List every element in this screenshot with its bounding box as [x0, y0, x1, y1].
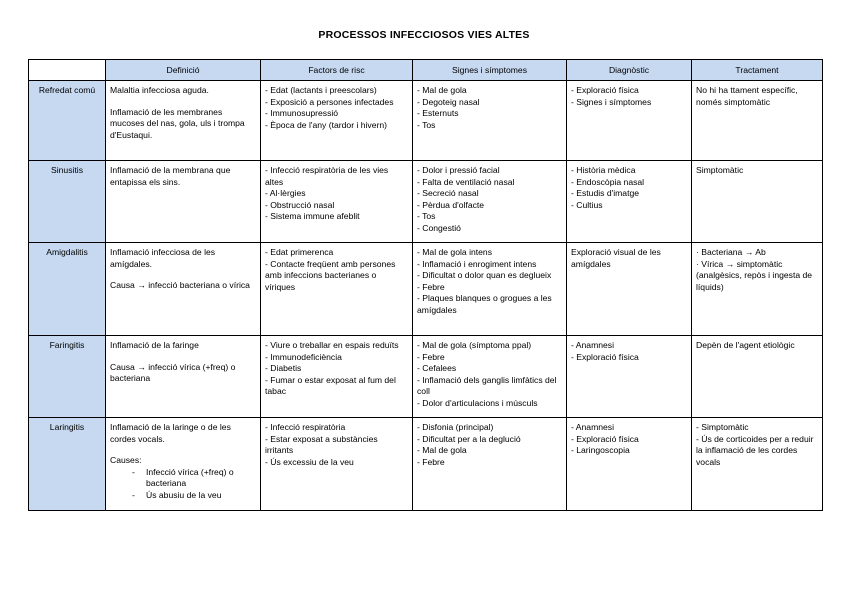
- cell-line: - Contacte freqüent amb persones amb infeccions bacterianes o víriques: [265, 258, 396, 292]
- cell-factors: [261, 336, 413, 418]
- cell-line: - Simptomàtic: [696, 422, 749, 432]
- header-corner: [29, 60, 106, 81]
- cell-line: - Exposició a persones infectades: [265, 96, 394, 107]
- infections-table: [28, 59, 823, 511]
- header-row: [29, 60, 823, 81]
- cell-line: - Mal de gola: [417, 85, 467, 95]
- cell-line: · Vírica → simptomàtic (analgèsics, repòs i ingesta de líquids): [696, 258, 813, 292]
- cell-line: Causes:: [110, 455, 142, 466]
- cell-line: Inflamació infecciosa de les amígdales.: [110, 247, 216, 269]
- cell-line: - Pèrdua d'olfacte: [417, 199, 485, 210]
- cell-line: · Bacteriana → Ab: [696, 247, 766, 257]
- cell-line: Simptomàtic: [696, 165, 744, 175]
- cell-line: - Estar exposat a substàncies irritants: [265, 433, 378, 456]
- table-row: [29, 418, 823, 511]
- cell-line: - Tos: [417, 119, 436, 130]
- cell-line: Inflamació de les membranes mucoses del nas, gola, uls i trompa d'Eustaqui.: [110, 106, 245, 140]
- cell-line: No hi ha ttament específic, només simptomàtic: [696, 85, 798, 107]
- cell-line: - Ús excessiu de la veu: [265, 456, 354, 467]
- cell-line: Causa → infecció bacteriana o vírica: [110, 280, 250, 291]
- cell-line: Causa → infecció vírica (+freq) o bacteriana: [110, 361, 236, 384]
- cell-tractament: [692, 418, 823, 511]
- cell-diagnostic: [567, 336, 692, 418]
- cell-line: [110, 445, 256, 455]
- cell-line: - Exploració física: [571, 351, 639, 362]
- row-header: Refredat comú: [29, 81, 106, 161]
- cell-definicio: [106, 81, 261, 161]
- cell-signes: [413, 418, 567, 511]
- cell-line: - Exploració física: [571, 85, 639, 95]
- cell-line: - Esternuts: [417, 108, 459, 119]
- cell-line: Depèn de l'agent etiològic: [696, 340, 795, 350]
- cell-signes: [413, 81, 567, 161]
- cell-line: - Febre: [417, 281, 445, 292]
- cell-line: - Febre: [417, 351, 445, 362]
- cell-line: - Infecció respiratòria: [265, 422, 346, 432]
- cell-factors: [261, 418, 413, 511]
- cell-line: [110, 97, 256, 107]
- cell-line: Exploració visual de les amígdales: [571, 247, 661, 269]
- cell-line: - Plaques blanques o grogues a les amígdales: [417, 293, 552, 315]
- cell-line: - Febre: [417, 456, 445, 467]
- cell-line: - Història mèdica: [571, 165, 636, 175]
- cell-tractament: [692, 336, 823, 418]
- cell-diagnostic: [567, 418, 692, 511]
- cell-line: - Edat (lactants i preescolars): [265, 85, 377, 95]
- cell-line: - Inflamació dels ganglis limfàtics del coll: [417, 374, 557, 397]
- row-header: Amigdalitis: [29, 243, 106, 336]
- table-row: [29, 336, 823, 418]
- cell-line: - Viure o treballar en espais reduïts: [265, 340, 399, 350]
- cell-tractament: [692, 81, 823, 161]
- cell-signes: [413, 336, 567, 418]
- cell-line: Inflamació de la faringe: [110, 340, 199, 350]
- cell-signes: [413, 161, 567, 243]
- cell-line: Malaltia infecciosa aguda.: [110, 85, 209, 95]
- cell-line: [110, 352, 256, 362]
- cell-diagnostic: [567, 81, 692, 161]
- table-row: [29, 161, 823, 243]
- cell-line: - Cultius: [571, 199, 603, 210]
- cell-line: - Signes i símptomes: [571, 96, 652, 107]
- cell-line: - Cefalees: [417, 363, 457, 374]
- cell-line: Inflamació de la laringe o de les cordes vocals.: [110, 422, 231, 444]
- cell-line: - Dolor i pressió facial: [417, 165, 500, 175]
- cell-line: - Dolor d'articulacions i músculs: [417, 397, 538, 408]
- cell-line: - Obstrucció nasal: [265, 199, 335, 210]
- cell-tractament: [692, 161, 823, 243]
- cell-tractament: [692, 243, 823, 336]
- cell-line: - Anamnesi: [571, 340, 614, 350]
- cell-definicio: [106, 161, 261, 243]
- row-header: Sinusitis: [29, 161, 106, 243]
- cell-factors: [261, 161, 413, 243]
- row-header: Laringitis: [29, 418, 106, 511]
- cell-diagnostic: [567, 243, 692, 336]
- cell-line: - Congestió: [417, 222, 461, 233]
- cell-line: - Falta de ventilació nasal: [417, 176, 515, 187]
- sub-list: [110, 467, 256, 502]
- page-title: PROCESSOS INFECCIOSOS VIES ALTES: [318, 29, 530, 41]
- cell-line: - Inflamació i enrogiment intens: [417, 258, 537, 269]
- cell-line: - Immunosupressió: [265, 108, 339, 119]
- header-signes: Signes i símptomes: [413, 60, 567, 81]
- row-header: Faringitis: [29, 336, 106, 418]
- header-diagnostic: Diagnòstic: [567, 60, 692, 81]
- cell-line: - Edat primerenca: [265, 247, 334, 257]
- header-tractament: Tractament: [692, 60, 823, 81]
- cell-line: - Tos: [417, 211, 436, 222]
- cell-line: - Ús de corticoides per a reduir la inflamació de les cordes vocals: [696, 433, 814, 467]
- cell-factors: [261, 243, 413, 336]
- cell-signes: [413, 243, 567, 336]
- cell-line: - Època de l'any (tardor i hivern): [265, 119, 388, 130]
- cell-line: - Disfonia (principal): [417, 422, 494, 432]
- cell-definicio: [106, 243, 261, 336]
- cell-line: - Secreció nasal: [417, 188, 479, 199]
- sub-list-item: - Ús abusiu de la veu: [132, 490, 256, 502]
- cell-line: [110, 270, 256, 280]
- table-row: [29, 243, 823, 336]
- cell-line: - Degoteig nasal: [417, 96, 480, 107]
- cell-line: - Sistema immune afeblit: [265, 211, 360, 222]
- cell-definicio: [106, 418, 261, 511]
- cell-line: - Estudis d'imatge: [571, 188, 640, 199]
- cell-line: - Anamnesi: [571, 422, 614, 432]
- cell-factors: [261, 81, 413, 161]
- cell-line: - Diabetis: [265, 363, 302, 374]
- cell-line: - Mal de gola intens: [417, 247, 492, 257]
- sub-list-item: - Infecció vírica (+freq) o bacteriana: [132, 467, 256, 490]
- header-definicio: Definició: [106, 60, 261, 81]
- cell-line: - Fumar o estar exposat al fum del tabac: [265, 374, 396, 397]
- cell-line: - Exploració física: [571, 433, 639, 444]
- cell-line: - Mal de gola (símptoma ppal): [417, 340, 532, 350]
- cell-line: - Dificultat o dolor quan es deglueix: [417, 270, 552, 281]
- cell-line: - Endoscòpia nasal: [571, 176, 645, 187]
- cell-line: - Mal de gola: [417, 445, 467, 456]
- cell-line: - Al·lèrgies: [265, 188, 306, 199]
- header-factors: Factors de risc: [261, 60, 413, 81]
- cell-line: - Laringoscopia: [571, 445, 630, 456]
- cell-line: - Infecció respiratòria de les vies altes: [265, 165, 389, 187]
- cell-line: - Dificultat per a la deglució: [417, 433, 521, 444]
- cell-definicio: [106, 336, 261, 418]
- cell-line: Inflamació de la membrana que entapissa els sins.: [110, 165, 231, 187]
- cell-line: - Immunodeficiència: [265, 351, 342, 362]
- cell-diagnostic: [567, 161, 692, 243]
- table-row: [29, 81, 823, 161]
